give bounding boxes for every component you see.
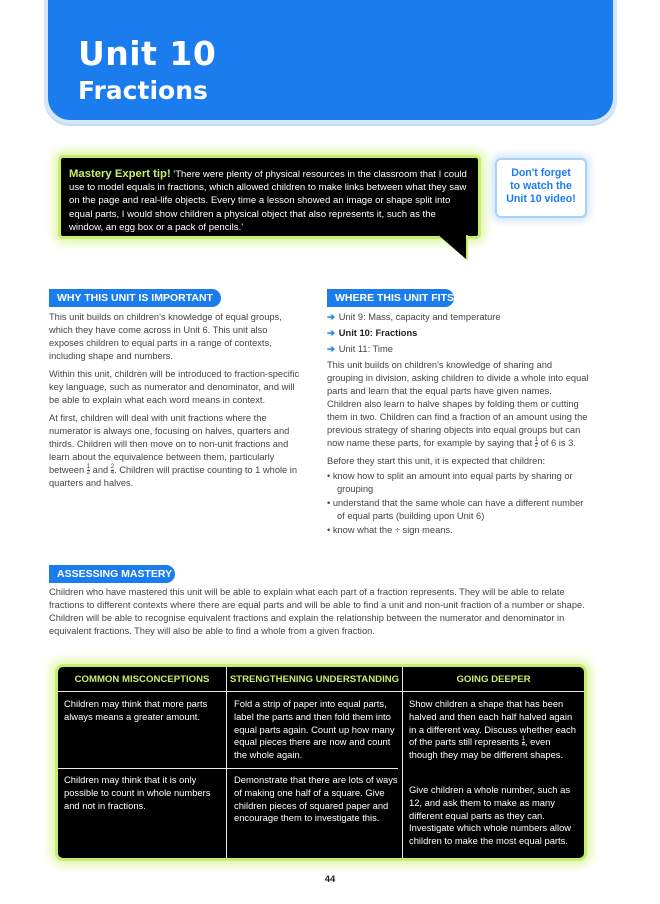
header-deeper: GOING DEEPER (456, 674, 531, 685)
unit-item-current: ➔ Unit 10: Fractions (327, 328, 418, 338)
fraction-two-quarters: $\frac{2}{4}$ (110, 464, 115, 477)
video-line-3: Unit 10 video! (506, 193, 576, 205)
assess-heading: ASSESSING MASTERY (49, 565, 175, 583)
divider (402, 667, 403, 858)
strengthening-1: Fold a strip of paper into equal parts, label the parts and then fold them into equal parts again. Count up how many equal pieces there are now and count the whole again. (234, 698, 395, 761)
unit-title: Fractions (78, 76, 208, 105)
assess-text: Children who have mastered this unit will be able to explain what each part of a fraction represents. They will be able to relate fractions to different contexts where there are equal parts and will be able to find a unit and non-unit fraction of a number or shape. Children will be able to recognise equivalent fractions and explain the relationship between the numerator and denominator in equivalent fractions. They will also be able to find a whole from a given fraction. (49, 587, 585, 636)
arrow-right-icon: ➔ (327, 344, 335, 354)
arrow-right-icon: ➔ (327, 328, 335, 338)
page-number: 44 (324, 874, 336, 885)
fraction-half: $\frac{1}{2}$ (86, 464, 91, 477)
video-line-1: Don't forget (511, 167, 571, 179)
unit-item-prev: ➔ Unit 9: Mass, capacity and temperature (327, 312, 501, 322)
speech-tail (436, 233, 466, 259)
fits-text (327, 311, 589, 538)
video-line-2: to watch the (510, 180, 572, 192)
fraction-half: $\frac{1}{2}$ (534, 437, 539, 450)
unit-header (44, 0, 617, 124)
unit-item-next: ➔ Unit 11: Time (327, 344, 393, 354)
fits-heading: WHERE THIS UNIT FITS (327, 289, 454, 307)
why-paragraph-2: Within this unit, children will be introduced to fraction-specific key language, such as numerator and denominator, and will be able to explain what each word means in context. (49, 369, 300, 405)
divider (58, 768, 398, 769)
expectation-list (327, 470, 589, 537)
video-reminder[interactable] (495, 158, 587, 218)
header-misconceptions: COMMON MISCONCEPTIONS (74, 674, 210, 685)
strengthening-2: Demonstrate that there are lots of ways of making one half of a square. Give children pieces of squared paper and encourage them to investigate this. (234, 774, 398, 824)
mastery-tip (58, 155, 481, 239)
why-heading: WHY THIS UNIT IS IMPORTANT (49, 289, 221, 307)
unit-sequence (327, 311, 589, 356)
deeper-1: Show children a shape that has been halved and then each half halved again in a different way. Discuss whether each of the parts still represents $\frac{1}{4}$ , even though they may be different shapes. (409, 698, 576, 761)
why-paragraph-1: This unit builds on children's knowledge of equal groups, which they have come across in Unit 6. This unit also exposes children to equal parts in a range of contexts, including shape and numbers. (49, 312, 282, 361)
tip-text: 'There were plenty of physical resources in the classroom that I could use to model equals in fractions, which allowed children to make links between what they saw on the page and real-life objects. Every time a lesson showed an image or shape split into equal parts, I would show children a physical object that also represents it, such as the window, an egg box or a pack of pencils.' (69, 169, 467, 233)
deeper-2: Give children a whole number, such as 12, and ask them to make as many different equal parts as they can. Investigate which whole numbers allow children to make the most equal parts. (409, 784, 572, 847)
fits-paragraph-2: Before they start this unit, it is expected that children: (327, 456, 546, 466)
divider (226, 667, 227, 858)
divider (58, 691, 584, 692)
expectation-item: • know how to split an amount into equal parts by sharing or grouping (327, 471, 573, 494)
header-strengthening: STRENGTHENING UNDERSTANDING (229, 674, 400, 685)
why-text (49, 311, 304, 495)
misconception-1: Children may think that more parts always means a greater amount. (64, 698, 208, 722)
expectation-item: • know what the ÷ sign means. (327, 525, 453, 535)
expectation-item: • understand that the same whole can have a different number of equal parts (building upon Unit 6) (327, 498, 584, 521)
why-paragraph-3: At first, children will deal with unit fractions where the numerator is always one, focusing on halves, quarters and thirds. Children will then move on to non-unit fractions and learn about the equivalence between them, particularly between $\frac{1}{2}$ and $\frac{2}{4}$ . Children will practise counting to 1 whole in quarters and halves. (49, 413, 298, 488)
tip-lead: Mastery Expert tip! (69, 168, 171, 180)
arrow-right-icon: ➔ (327, 312, 335, 322)
unit-number: Unit 10 (78, 34, 217, 73)
guidance-table (55, 664, 587, 861)
fraction-quarter: $\frac{1}{4}$ (521, 736, 525, 749)
misconception-2: Children may think that it is only possible to count in whole numbers and not in fractions. (64, 774, 211, 811)
fits-paragraph-1: This unit builds on children's knowledge of sharing and grouping in division, asking children to divide a whole into equal parts and learn that the equal parts have given names. Children also learn to halve shapes by folding them or cutting them in two. Children can find a fraction of an amount using the previous strategy of sharing objects into equal groups but can now name these parts, for example by saying that $\frac{1}{2}$ of 6 is 3. (327, 360, 589, 450)
